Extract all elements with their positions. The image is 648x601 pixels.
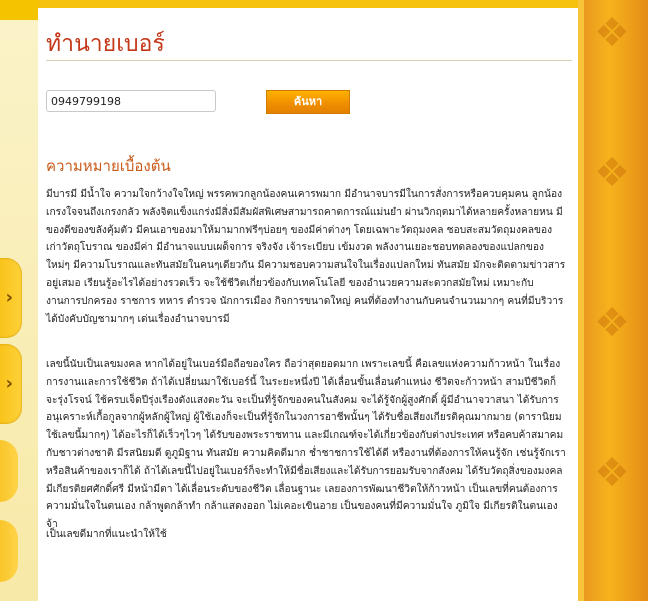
left-decorative-strip bbox=[0, 0, 38, 601]
ornament-icon: ❖ bbox=[594, 450, 630, 496]
ornament-icon: ❖ bbox=[594, 10, 630, 56]
main-content bbox=[38, 8, 578, 601]
meaning-paragraph-2: เลขนี้นับเป็นเลขมงคล หากได้อยู่ในเบอร์มือถือของใคร ถือว่าสุดยอดมาก เพราะเลขนี้ คือเลขแห่งความก้าวหน้า ในเรื่องการงานและการใช้ชีวิต ถ้าได้เปลี่ยนมาใช้เบอร์นี้ ในระยะหนึ่งปี ได้เลื่อนขั้นเลื่อนตำแหน่ง ชีวิตจะก้าวหน้า สามปีชีวิตก็จะรุ่งโรจน์ ใช้ครบเจ็ดปีรุ่งเรืองดังแสงตะวัน จะเป็นที่รู้จักของคนในสังคม จะได้รู้จักผู้สูงศักดิ์ ผู้มีอำนาจวาสนา ได้รับการอนุเคราะห์เกื้อกูลจากผู้หลักผู้ใหญ่ ผู้ใช้เองก็จะเป็นที่รู้จักในวงการอาชีพนั้นๆ ได้รับชื่อเสียงเกียรติคุณมากมาย (ดารานิยมใช้เลขนี้มากๆ) ได้อะไรก็ได้เร็วๆไวๆ ได้รับของพระราชทาน และมีเกณฑ์จะได้เกี่ยวข้องกับต่างประเทศ หรือคบค้าสมาคมกับชาวต่างชาติ มีรสนิยมดี ดูภูมิฐาน ทันสมัย ความคิดดีมาก ช่ำชาชการใช้ได้ดี หรืองานที่ต้องการให้คนรู้จัก เช่นรู้จักเรา หรือสินค้าของเราก็ได้ ถ้าได้เลขนี้ไปอยู่ในเบอร์ก็จะทำให้มีชื่อเสียงและได้รับการยอมรับจากสังคม ได้รับวัตถุสิ่งของมงคล มีเกียรติยศศักดิ์ศรี มีหน้ามีตา ได้เลื่อนระดับของชีวิต เลื่อนฐานะ เลยองการพัฒนาชีวิตให้ก้าวหน้า เป็นเลขที่คนต้องการความมั่นใจในตนเอง กล้าพูดกล้าทำ กล้าแสดงออก ไม่เคอะเขินอาย เป็นของคนที่มีความมั่นใจ ภูมิใจ มีเกียรติในตนเองจ้า bbox=[46, 359, 566, 531]
section-heading: ความหมายเบื้องต้น bbox=[46, 157, 171, 175]
chevron-right-icon: › bbox=[5, 373, 13, 394]
page-title: ทำนายเบอร์ bbox=[46, 31, 165, 57]
search-button[interactable]: ค้นหา bbox=[266, 90, 350, 114]
right-ornament-strip bbox=[584, 0, 648, 601]
ornament-icon: ❖ bbox=[594, 300, 630, 346]
recommendation-text: เป็นเลขดีมากที่แนะนำให้ใช้ bbox=[46, 529, 167, 540]
side-medal-2 bbox=[0, 520, 18, 582]
left-top-bar bbox=[0, 0, 38, 20]
chevron-right-icon: › bbox=[5, 287, 13, 308]
ornament-icon: ❖ bbox=[594, 150, 630, 196]
side-tab-1[interactable] bbox=[0, 258, 22, 338]
side-medal-1 bbox=[0, 440, 18, 502]
side-tab-2[interactable] bbox=[0, 344, 22, 424]
phone-number-input[interactable] bbox=[46, 90, 216, 112]
top-border bbox=[38, 0, 584, 8]
meaning-paragraph-1: มีบารมี มีน้ำใจ ความใจกว้างใจใหญ่ พรรคพวกลูกน้องคนเคารพมาก มีอำนาจบารมีในการสั่งการหรือควบคุมคน ลูกน้องเกรงใจจนถึงเกรงกลัว พลังจิตแข็งแกร่งมีสิ่งมีสัมผัสพิเศษสามารถคาดการณ์แม่นยำ ผ่านวิกฤตมาได้หลายครั้งหลายหน มีของดีของขลังคุ้มตัว มีคนเอาของมาให้มามากฟรีๆบ่อยๆ ของมีค่าต่างๆ โดยเฉพาะวัตถุมงคล ชอบสะสมวัตถุมงคลของเก่าวัตถุโบราณ ของมีค่า มีอำนาจแบบเผด็จการ จริงจัง เจ้าระเบียบ เข้มงวด พลังงานเยอะชอบทดลองของแปลกของใหม่ๆ มีความโบราณและทันสมัยในคนๆเดียวกัน มีความชอบความสนใจในเรื่องแปลกใหม่ ทันสมัย มักจะติดตามข่าวสารอยู่เสมอ เรียนรู้อะไรได้อย่างรวดเร็ว จะใช้ชีวิตเกี่ยวข้องกับเทคโนโลยี ของอำนวยความสะดวกสมัยใหม่ เหมาะกับงานการปกครอง ราชการ ทหาร ตำรวจ นักการเมือง กิจการขนาดใหญ่ คนที่ต้องทำงานกับคนจำนวนมากๆ คนที่มีบริวารได้บังคับบัญชามากๆ เด่นเรื่องอำนาจบารมี bbox=[46, 189, 566, 325]
title-divider bbox=[46, 60, 572, 61]
